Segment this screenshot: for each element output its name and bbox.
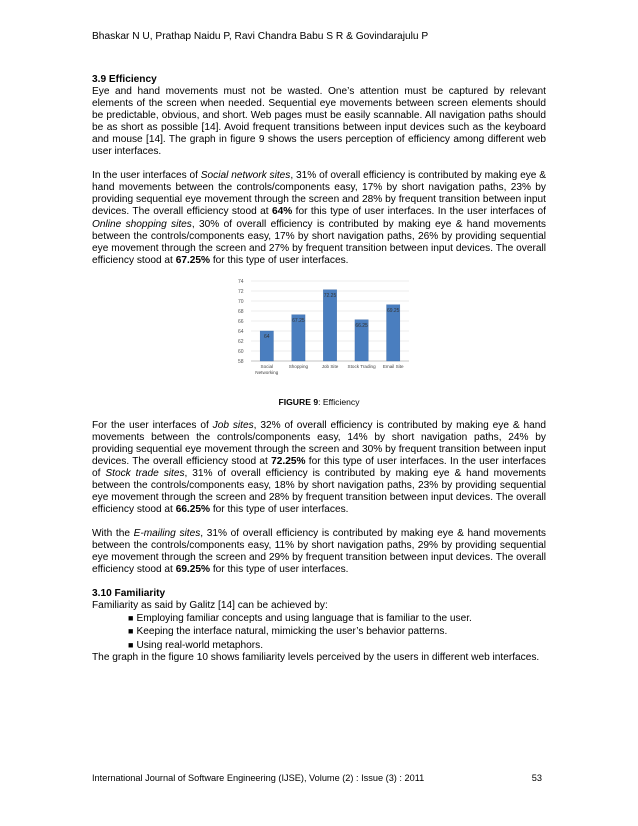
figure-9: [92, 275, 546, 393]
data-label: 69.25: [386, 307, 400, 314]
page-body: [92, 74, 546, 664]
efficiency-job-stock-paragraph: For the user interfaces of Job sites, 32% of overall efficiency is contributed by making eye & hand movements between the controls/components easy, 14% by short navigation paths, 24% by providing sequential eye movement through the screen and 30% by frequent transition between input devices. The overall efficiency stood at 72.25% for this type of user interfaces. In the user interfaces of Stock trade sites, 31% of overall efficiency is contributed by making eye & hand movements between the controls/components easy, 18% by short navigation paths, 23% by providing sequential eye movement through the screen and 28% by frequent transition between input devices. The overall efficiency stood at 66.25% for this type of user interfaces.: [92, 419, 546, 516]
section-heading-familiarity: 3.10 Familiarity: [92, 588, 166, 600]
y-tick-label: 58: [238, 358, 244, 365]
x-tick-label: Email Site: [382, 363, 404, 369]
value-stock-efficiency: 66.25%: [175, 504, 211, 516]
term-online-shopping-sites: Online shopping sites: [92, 218, 192, 230]
y-tick-label: 62: [238, 338, 244, 345]
y-tick-label: 66: [238, 318, 244, 325]
page-number: 53: [531, 773, 542, 783]
value-shopping-efficiency: 67.25%: [175, 254, 211, 266]
efficiency-intro-paragraph: Eye and hand movements must not be wasted. One’s attention must be captured by relevant elements of the screen when needed. Sequential eye movements between screen elements should be predictable, obvious, and short. Web pages must be easily scannable. All navigation paths should be as short as possible [14]. Avoid frequent transitions between input devices such as the keyboard and mouse [14]. The graph in figure 9 shows the users perception of efficiency among different web user interfaces.: [92, 86, 546, 158]
data-label: 67.25: [292, 317, 305, 324]
familiarity-intro: Familiarity as said by Galitz [14] can be achieved by:: [92, 600, 328, 612]
x-tick-label: Stock Trading: [347, 363, 376, 369]
bullet-square-icon: ■: [128, 626, 134, 637]
term-emailing-sites: E-mailing sites: [133, 528, 201, 540]
y-tick-label: 64: [238, 328, 244, 335]
x-tick-label: Social: [260, 363, 274, 369]
section-heading-efficiency: 3.9 Efficiency: [92, 74, 157, 85]
figure-caption: [92, 396, 546, 408]
term-stock-trade-sites: Stock trade sites: [105, 467, 185, 479]
figure-label: FIGURE 9: [278, 396, 319, 407]
efficiency-bar-chart: [223, 275, 415, 393]
efficiency-email-paragraph: With the E-mailing sites, 31% of overall efficiency is contributed by making eye & hand movements between the controls/components easy, 11% by short navigation paths, 29% by providing sequential eye movement through the screen and 29% by frequent transition between input devices. The overall efficiency stood at 69.25% for this type of user interfaces.: [92, 528, 546, 576]
y-tick-label: 68: [238, 308, 244, 315]
list-item: ■ Employing familiar concepts and using language that is familiar to the user.: [128, 613, 472, 625]
page-footer: [92, 773, 546, 783]
figure-caption-text: : Efficiency: [318, 396, 360, 407]
value-social-efficiency: 64%: [272, 206, 293, 218]
bar: [323, 289, 336, 360]
y-tick-label: 74: [238, 278, 244, 285]
x-tick-label: Networking: [255, 369, 279, 375]
bullet-square-icon: ■: [128, 639, 134, 650]
data-label: 72.25: [323, 292, 337, 299]
value-email-efficiency: 69.25%: [175, 564, 211, 576]
data-label: 64: [264, 333, 270, 340]
y-tick-label: 72: [238, 288, 244, 295]
term-job-sites: Job sites: [212, 419, 254, 431]
list-item: ■ Using real-world metaphors.: [128, 639, 264, 651]
familiarity-closing-paragraph: The graph in the figure 10 shows familiarity levels perceived by the users in different web interfaces.: [92, 651, 540, 663]
x-tick-label: Shopping: [288, 363, 309, 369]
list-item: ■ Keeping the interface natural, mimicking the user’s behavior patterns.: [128, 626, 448, 638]
bullet-square-icon: ■: [128, 613, 134, 624]
running-header: Bhaskar N U, Prathap Naidu P, Ravi Chandra Babu S R & Govindarajulu P: [92, 31, 429, 42]
efficiency-social-shopping-paragraph: In the user interfaces of Social network sites, 31% of overall efficiency is contributed by making eye & hand movements between the controls/components easy, 17% by short navigation paths, 23% by providing sequential eye movement through the screen and 28% by frequent transition between input devices. The overall efficiency stood at 64% for this type of user interfaces. In the user interfaces of Online shopping sites, 30% of overall efficiency is contributed by making eye & hand movements between the controls/components easy, 17% by short navigation paths, 26% by providing sequential eye movement through the screen and 27% by frequent transition between input devices. The overall efficiency stood at 67.25% for this type of user interfaces.: [92, 170, 546, 266]
data-label: 66.25: [355, 322, 368, 329]
y-tick-label: 60: [238, 348, 244, 355]
y-tick-label: 70: [238, 298, 244, 305]
term-social-network-sites: Social network sites: [200, 170, 291, 182]
familiarity-list: [92, 612, 546, 651]
x-tick-label: Job Site: [321, 363, 339, 369]
value-job-efficiency: 72.25%: [271, 455, 306, 467]
journal-citation: International Journal of Software Engineering (IJSE), Volume (2) : Issue (3) : 2011: [92, 773, 425, 783]
